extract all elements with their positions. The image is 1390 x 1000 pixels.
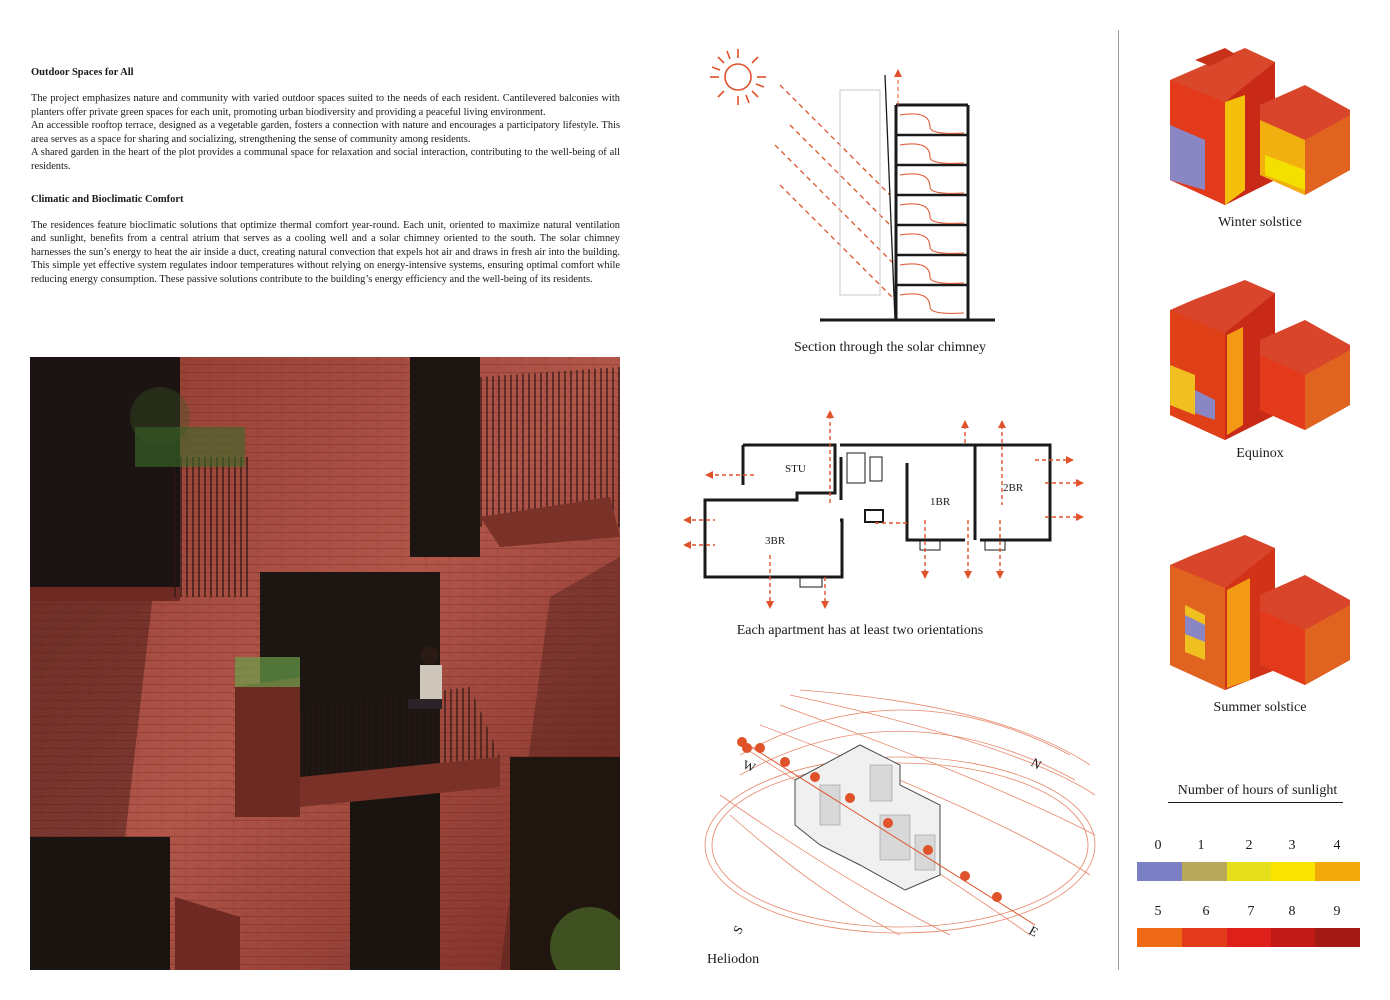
legend-swatch-4 xyxy=(1315,862,1360,881)
legend-title: Number of hours of sunlight xyxy=(1177,783,1338,798)
equinox-model xyxy=(1165,275,1355,445)
legend-label-9: 9 xyxy=(1333,904,1341,919)
section-title-outdoor: Outdoor Spaces for All xyxy=(31,67,134,78)
plan-label-1br: 1BR xyxy=(930,496,951,508)
legend-label-3: 3 xyxy=(1288,838,1296,853)
legend-swatch-5 xyxy=(1137,928,1182,947)
paragraph-outdoor-3: A shared garden in the heart of the plot provides a communal space for relaxation and social interaction, contributing to the well-being of all residents. xyxy=(31,147,620,172)
column-divider xyxy=(1118,30,1119,970)
compass-s: S xyxy=(729,922,747,937)
legend-swatch-7 xyxy=(1227,928,1271,947)
legend-swatch-8 xyxy=(1271,928,1315,947)
plan-label-2br: 2BR xyxy=(1003,482,1024,494)
legend-label-4: 4 xyxy=(1333,838,1341,853)
solar-chimney-section xyxy=(700,45,1010,335)
legend-swatch-2 xyxy=(1227,862,1271,881)
paragraph-climatic: The residences feature bioclimatic solutions that optimize thermal comfort year-round. Each unit, oriented to maximize natural ventilation and sunlight, benefits from a central atrium that serves as a cooling well and a solar chimney oriented to the south. The solar chimney harnesses the sun’s energy to heat the air inside a duct, creating natural convection that expels hot air and draws in fresh air into the building. This simple yet effective system regulates indoor temperatures without relying on energy-intensive systems, ensuring optimal comfort while reducing energy consumption. These passive solutions contribute to the building’s energy efficiency and the well-being of its residents. xyxy=(31,219,620,285)
caption-heliodon: Heliodon xyxy=(707,952,760,967)
legend-swatch-6 xyxy=(1182,928,1227,947)
caption-section: Section through the solar chimney xyxy=(793,340,987,355)
legend-label-5: 5 xyxy=(1154,904,1162,919)
legend-swatch-9 xyxy=(1315,928,1360,947)
legend-label-6: 6 xyxy=(1202,904,1210,919)
legend-swatch-0 xyxy=(1137,862,1182,881)
sun-icon xyxy=(710,49,766,105)
caption-summer: Summer solstice xyxy=(1213,700,1307,715)
caption-winter: Winter solstice xyxy=(1218,215,1302,230)
legend-label-0: 0 xyxy=(1154,838,1162,853)
legend-swatch-1 xyxy=(1182,862,1227,881)
legend-label-8: 8 xyxy=(1288,904,1296,919)
plan-label-stu: STU xyxy=(785,463,806,475)
plan-label-3br: 3BR xyxy=(765,535,786,547)
paragraph-outdoor-1: The project emphasizes nature and community with varied outdoor spaces suited to the needs of each resident. Cantilevered balconies with planters offer private green spaces for each unit, promoting urban biodiversity and providing a peaceful living environment. xyxy=(31,93,620,118)
compass-e: E xyxy=(1026,922,1041,940)
summer-solstice-model xyxy=(1165,530,1355,695)
caption-plan: Each apartment has at least two orientations xyxy=(736,623,984,638)
legend-label-2: 2 xyxy=(1245,838,1253,853)
arrow-up-icon xyxy=(894,69,902,77)
apartment-plan xyxy=(675,405,1085,620)
balcony-photo xyxy=(30,357,620,970)
legend-label-7: 7 xyxy=(1247,904,1255,919)
winter-solstice-model xyxy=(1165,40,1355,205)
compass-n: N xyxy=(1028,754,1045,773)
legend-title-underline xyxy=(1168,802,1343,803)
legend-label-1: 1 xyxy=(1197,838,1205,853)
compass-w: W xyxy=(740,756,758,776)
heliodon-diagram xyxy=(700,685,1100,950)
section-title-climatic: Climatic and Bioclimatic Comfort xyxy=(31,193,184,205)
text-column xyxy=(31,67,620,287)
paragraph-outdoor-2: An accessible rooftop terrace, designed as a vegetable garden, fosters a connection with nature and encourages a participatory lifestyle. This area serves as a space for sharing and socializing, strengthening the sense of community among residents. xyxy=(31,120,620,145)
caption-equinox: Equinox xyxy=(1236,446,1284,461)
legend-swatch-3 xyxy=(1271,862,1315,881)
balcony-photo-illustration xyxy=(30,357,620,970)
